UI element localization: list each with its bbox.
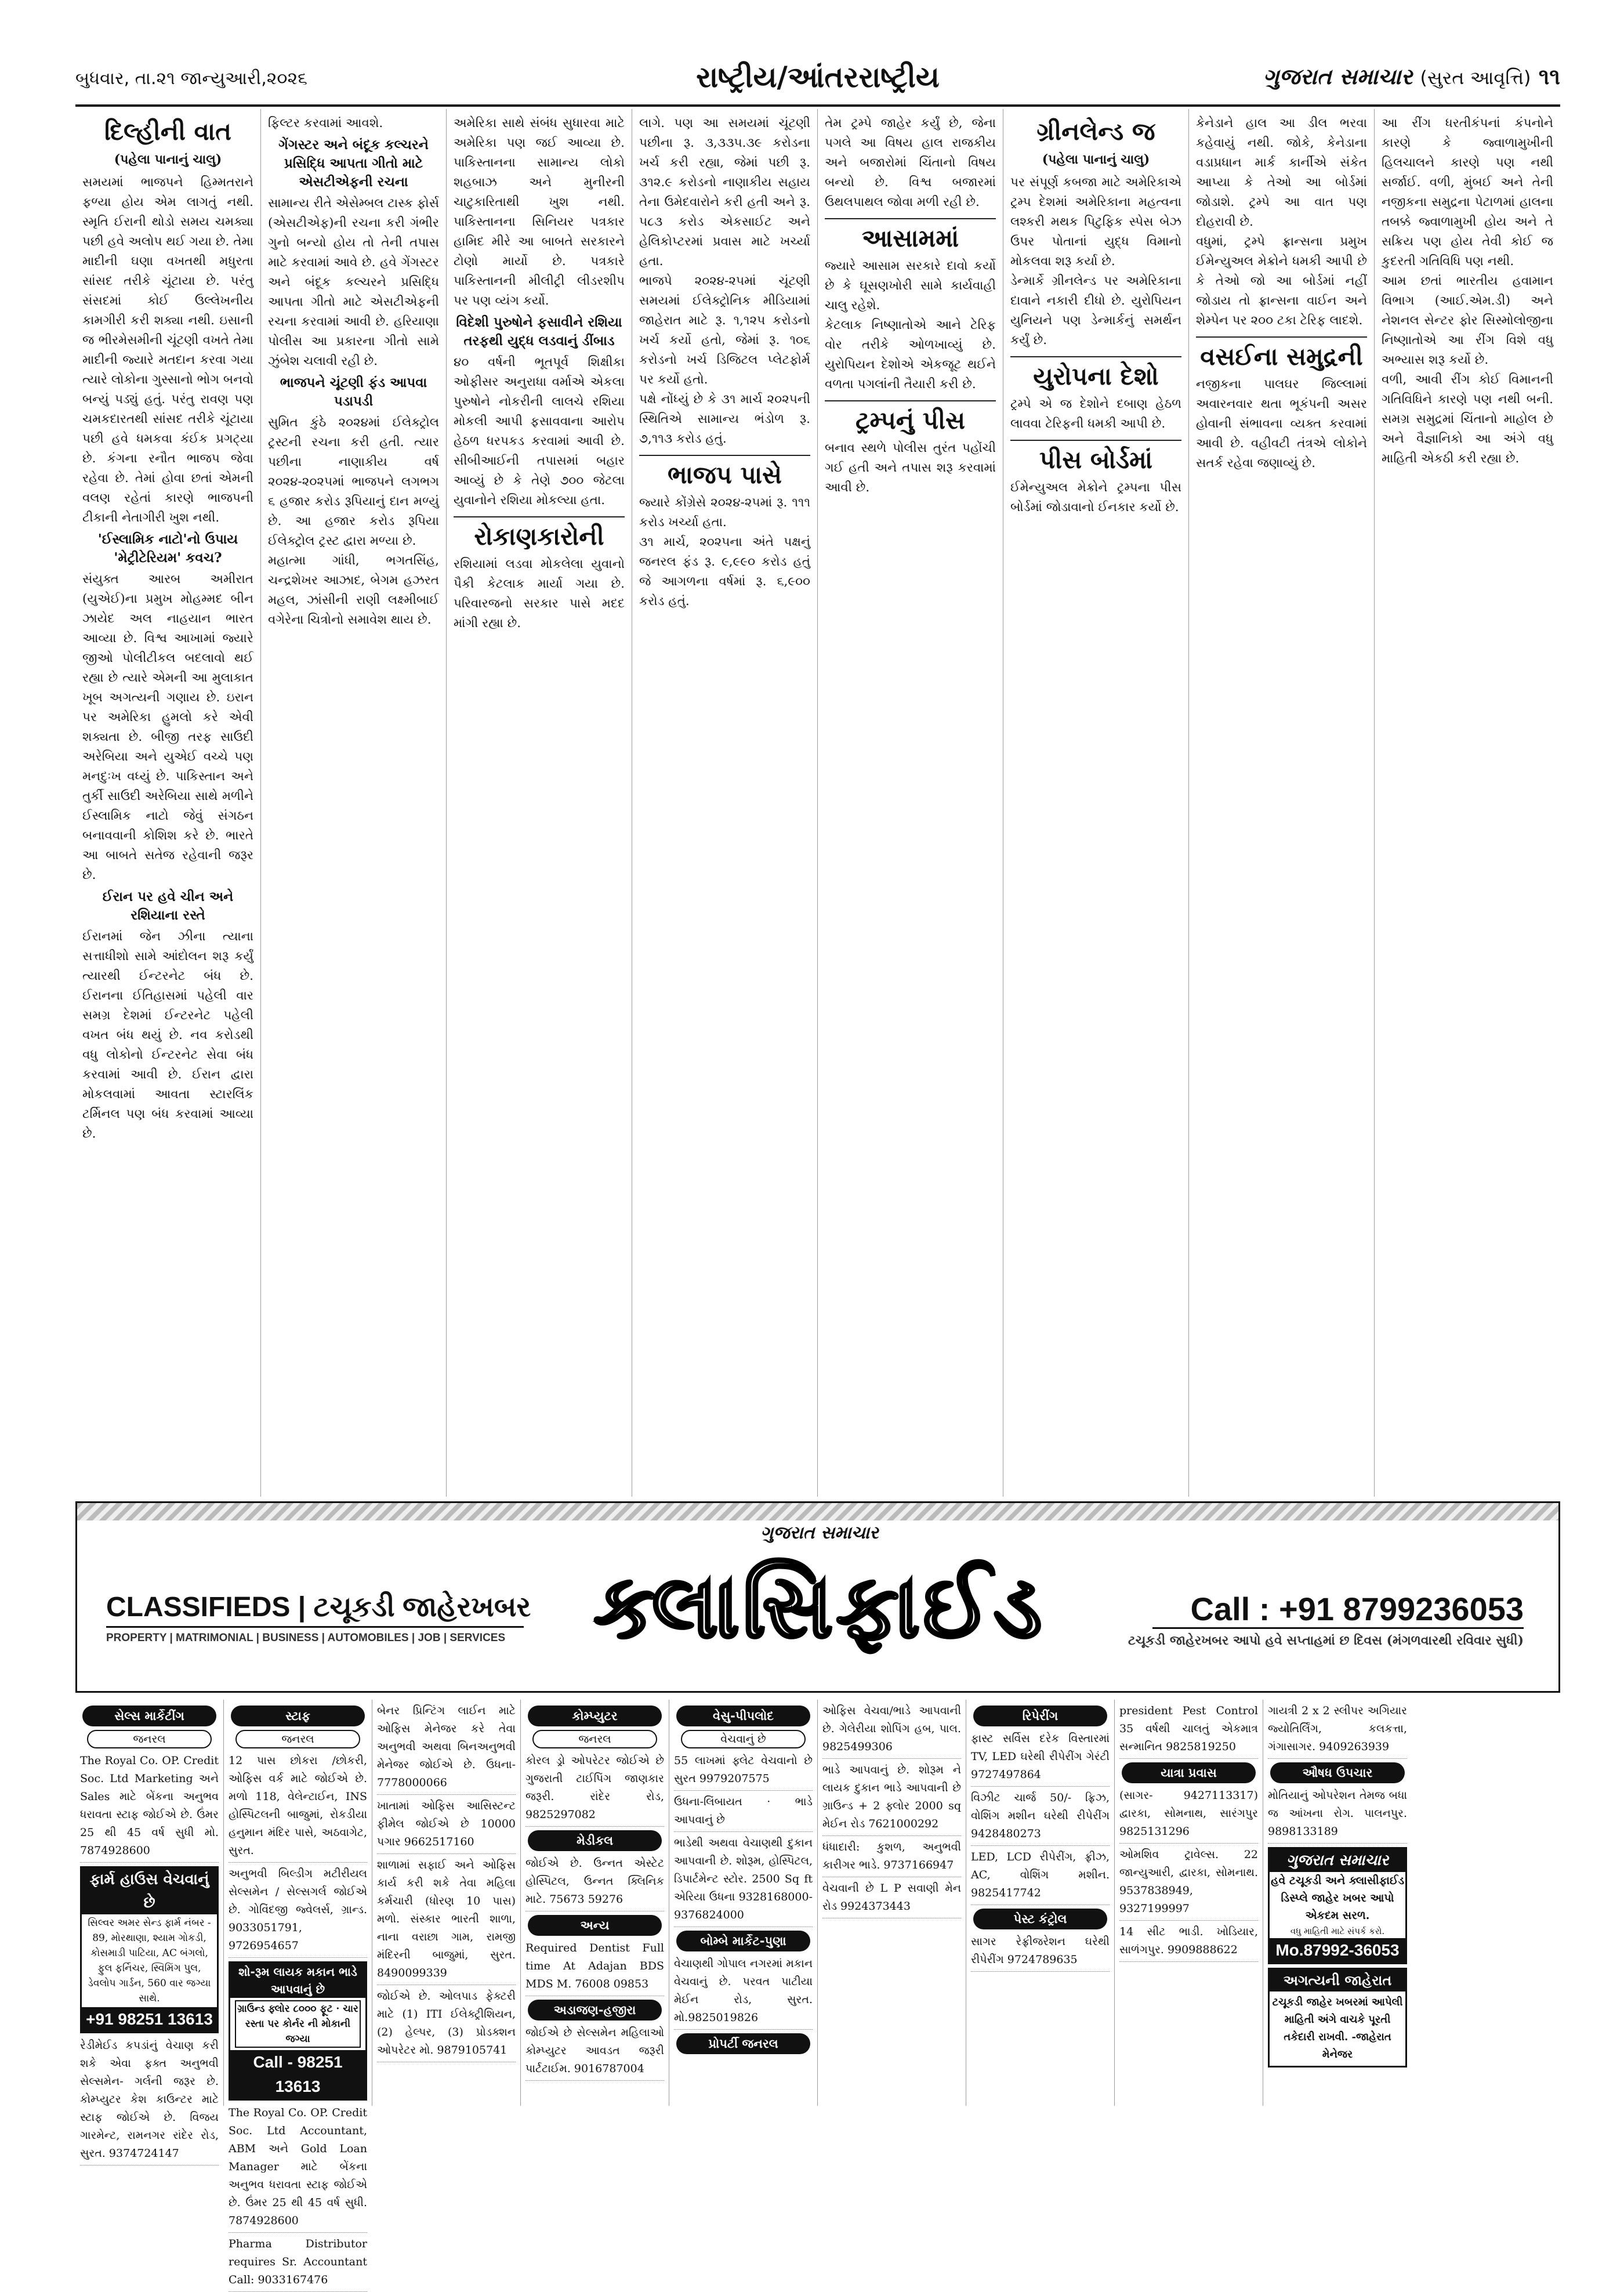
classified-ad: ભાડે આપવાનું છે. શોરૂમ ને લાયક દુકાન ભાડે આપવાની છે ગ્રાઉન્ડ + 2 ફ્લોર 2000 sq મેઈન રોડ 7621000292	[822, 1761, 961, 1836]
story-paragraph: પક્ષે નોંધ્યું છે કે ૩૧ માર્ચ ૨૦૨૫ની સ્થિતિએ સામાન્ય ભંડોળ રૂ. ૭,૧૧૩ કરોડ હતું.	[639, 392, 810, 446]
classified-ad: Required Dentist Full time At Adajan BDS MDS M. 76008 09853	[525, 1939, 664, 1996]
news-columns	[75, 109, 1560, 1497]
story-paragraph: ૪૦ વર્ષની ભૂતપૂર્વ શિક્ષીકા ઓફીસર અનુરાધા વર્માએ એકલા પુરુષોને નોકરીની લાલચે રશિયા મોકલી આપી ફસાવવાના આરોપ હેઠળ ધરપકડ કરવામાં આવી છે. સીબીઆઈની તપાસમાં બહાર આવ્યું છે કે તેણે ૭૦૦ જેટલા યુવાનોને રશિયા મોકલ્યા હતા.	[454, 355, 625, 508]
classified-ad: ફાસ્ટ સર્વિસ દરેક વિસ્તારમાં TV, LED ઘરેથી રીપેરીંગ ગેરંટી 9727497864	[971, 1730, 1110, 1787]
classified-ad: રેડીમેઈડ કપડાંનું વેચાણ કરી શકે એવા ફક્ત અનુભવી સેલ્સમેન- ગર્લની જરૂર છે. કોમ્પ્યુટર કેશ કાઉન્ટર માટે સ્ટાફ જોઈએ છે. વિજય ગારમેન્ટ, રામનગર રાંદેર રોડ, સુરત. 9374724147	[80, 2037, 219, 2166]
classified-ad: શાળામાં સફાઈ અને ઓફિસ કાર્ય કરી શકે તેવા મહિલા કર્મચારી (ધોરણ 10 પાસ) મળો. સંસ્કાર ભારતી શાળા, નાના વરાછા ગામ, રામજી મંદિરની બાજુમાં, સુરત. 8490099339	[377, 1856, 516, 1985]
banner-left-label: CLASSIFIEDS | ટચૂકડી જાહેરખબર	[106, 1592, 531, 1623]
classified-banner	[75, 1501, 1560, 1693]
story-paragraph: સમયમાં ભાજપને હિમ્મતરાને ફળ્યા હોય એમ લાગતું નથી. સ્મૃતિ ઈરાની થોડો સમય ચમક્યા પછી હવે અલોપ થઈ ગયા છે. તેમા માદીની ઘણા વખતથી મધુરતા સાંસદ તરીકે ચૂંટાયા છે. પરંતુ સંસદમાં કોઈ ઉલ્લેખનીય કામગીરી કરી શક્યા નથી. ઇસાની જ ભીરમેસમીની ચૂંટણી વખતે તેમા માદીની જ્યારે મતદાન કરવા ગયા ત્યારે લોકોના ગુસ્સાનો ભોગ બનવો બન્યું પડ્યું હતું. પરંતુ રાવણ પણ ચમકદારતથી સાંસદ તરીકે ચૂંટાયા પછી હવે ધમકવા કંઈક પ્રગટ્યા છે. કંગના રનૌત ભાજપ જેવા રહેવા છે. તેમાં હોવા છતાં એમની વલણ રહેતાં કારણે ભાજપની ટીકાની નેતાગીરી ખુશ નથી.	[82, 175, 253, 525]
story-paragraph: વધુમાં, ટ્રમ્પે ફ્રાન્સના પ્રમુખ ઈમેન્યુઅલ મેક્રોને ધમકી આપી છે કે તેઓ જો આ બોર્ડમાં નહીં જોડાય તો ફ્રાન્સના વાઈન અને શેમ્પેન પર ૨૦૦ ટકા ટેરિફ લાદશે.	[1196, 234, 1367, 328]
promo-text: હવે ટચૂકડી અને ક્લાસીફાઈડ ડિસ્પ્લે જાહેર ખબર આપો એકદમ સરળ.	[1270, 1874, 1405, 1922]
classified-column	[372, 1700, 521, 2106]
news-column	[1189, 109, 1375, 1497]
classified-column	[75, 1700, 224, 2160]
classified-ad: વિઝીટ ચાર્જ 50/- ફ્રિઝ, વોશિંગ મશીન ઘરેથી રીપેરીંગ 9428480273	[971, 1789, 1110, 1846]
story-headline: પીસ બોર્ડમાં	[1039, 446, 1153, 474]
story-headline: ગ્રીનલેન્ડ જ	[1036, 117, 1155, 146]
classified-ad: મોતિયાનું ઓપરેશન તેમજ બધા જ આંખના રોગ. પાલનપુર. 9898133189	[1268, 1787, 1407, 1844]
story-paragraph: ફિલ્ટર કરવામાં આવશે.	[268, 116, 383, 131]
story-subhead: 'ઈસ્લામિક નાટો'નો ઉપાય 'મેટ્રીટેરિયમ' કવચ?	[97, 531, 238, 566]
subcategory-label: વેચવાનું છે	[681, 1730, 806, 1748]
classified-ad: Pharma Distributor requires Sr. Accountant Call: 9033167476	[229, 2235, 367, 2292]
classified-ad: ધંધાદારી: કુશળ, અનુભવી કારીગર ભાડે. 9737166947	[822, 1838, 961, 1877]
classified-ad: વેચાણથી ગોપાલ નગરમાં મકાન વેચવાનું છે. પરવત પાટીયા મેઈન રોડ, સુરત. મો.9825019826	[674, 1955, 813, 2030]
story-paragraph: રશિયામાં લડવા મોકલેલા યુવાનો પૈકી કેટલાક માર્યા ગયા છે. પરિવારજનો સરકાર પાસે મદદ માંગી રહ્યા છે.	[454, 557, 625, 631]
story-paragraph: ટ્રમ્પે એ જ દેશોને દબાણ હેઠળ લાવવા ટેરિફની ધમકી આપી છે.	[1010, 397, 1181, 431]
paper-logo: ગુજરાત સમાચાર	[1263, 64, 1413, 89]
category-header: કોમ્પ્યુટર	[528, 1706, 662, 1726]
classified-ad: અનુભવી બિલ્ડીગ મટીરીયલ સેલ્સમેન / સેલ્સગર્લ જોઈએ છે. ગોવિંદજી જ્વેલર્સ, ગ્રાન્ડ. 9033051791, 9726954657	[229, 1865, 367, 1958]
issue-date: બુધવાર, તા.૨૧ જાન્યુઆરી,૨૦૨૬	[75, 68, 307, 89]
notice-box	[1268, 1968, 1407, 2067]
story-paragraph: સંયુક્ત આરબ અમીરાત (યુએઈ)ના પ્રમુખ મોહમ્મદ બીન ઝાયેદ અલ નાહયાન ભારત આવ્યા છે. વિશ્વ આખામાં જ્યારે જીઓ પોલીટીકલ બદલાવો થઈ રહ્યા છે ત્યારે એમની આ મુલાકાત ખૂબ અગત્યની ગણાય છે. ઇરાન પર અમેરિકા હુમલો કરે એવી શક્યતા છે. બીજી તરફ સાઉદી અરેબિયા અને યુએઈ વચ્ચે પણ મનદુઃખ વધ્યું છે. પાકિસ્તાન અને તુર્કી સાઉદી અરેબિયા સાથે મળીને ઈસ્લામિક નાટો જેવું સંગઠન બનાવવાની કોશિશ કરે છે. ભારતે આ બાબતે સતેજ રહેવાની જરૂર છે.	[82, 572, 253, 882]
classified-ad: (સાગર- 9427113317) દ્વારકા, સોમનાથ, સારંગપુર 9825131296	[1119, 1787, 1258, 1844]
story-subhead: વિદેશી પુરુષોને ફસાવીને રશિયા તરફથી યુદ્ધ લડવાનું ડીંબાડ	[456, 314, 622, 349]
story-paragraph: આમ છતાં ભારતીય હવામાન વિભાગ (આઈ.એમ.ડી) અને નેશનલ સેન્ટર ફોર સિસ્મોલોજીના નિષ્ણાતોએ આ રીંગ વિશે વધુ અભ્યાસ શરૂ કર્યો છે.	[1382, 274, 1553, 367]
display-ad-text: સિલ્વર અમર સેન્ડ ફાર્મ નંબર - 89, મોરથાણા, શ્યામ ગોકડી, કોસમાડી પાટિયા, AC બંગલો, ફુલ ફર્નિચર, સ્વિમિંગ પુલ, ડેવલોપ ગાર્ડન, 560 વાર જગ્યા સાથે.	[88, 1917, 211, 2004]
story-paragraph: વળી, આવી રીંગ કોઈ વિમાનની ગતિવિધિને કારણે પણ નથી બની. સમગ્ર સમુદ્રમાં ચિંતાનો માહોલ છે અને વૈજ્ઞાનિકો આ અંગે વધુ માહિતી એકઠી કરી રહ્યા છે.	[1382, 372, 1553, 466]
category-header: વેસુ-પીપલોદ	[676, 1706, 810, 1726]
classified-ad: કોરલ ડ્રો ઓપરેટર જોઈએ છે ગુજરાતી ટાઈપિંગ જાણકાર જરૂરી. રાંદેર રોડ, 9825297082	[525, 1752, 664, 1827]
story-headline: ટ્રમ્પનું પીસ	[855, 406, 965, 434]
category-header: અન્ય	[528, 1915, 662, 1936]
notice-heading: અગત્યની જાહેરાત	[1270, 1969, 1405, 1992]
story-paragraph: અમેરિકા સાથે સંબંધ સુધારવા માટે અમેરિકા પણ જઈ આવ્યા છે. પાકિસ્તાનના સામાન્ય લોકો શહબાઝ અને મુનીરની ચાટુકારિતાથી ખુશ નથી. પાકિસ્તાનના સિનિયર પત્રકાર હામિદ મીરે આ બાબતે સરકારને ટોણો માર્યો છે. પત્રકારે પાકિસ્તાનની મીલીટ્રી લીડરશીપ પર પણ વ્યંગ કર્યો.	[454, 116, 625, 308]
section-title: રાષ્ટ્રીય/આંતરરાષ્ટ્રીય	[696, 60, 940, 94]
story-paragraph: ડેન્માર્કે ગ્રીનલેન્ડ પર અમેરિકાના દાવાને નકારી દીધો છે. યુરોપિયન યુનિયને પણ ડેન્માર્કનું સમર્થન કર્યું છે.	[1010, 274, 1181, 347]
classified-ad: 12 પાસ છોકરા /છોકરી, ઓફિસ વર્ક માટે જોઈએ છે. મળો 118, વેલેન્ટાઈન, INS હોસ્પિટલની બાજુમાં, રોકડીયા હનુમાન મંદિર પાસે, અઠવાગેટ, સુરત.	[229, 1752, 367, 1863]
classified-ad: જોઈએ છે. ઓલપાડ ફેક્ટરી માટે (1) ITI ઈલેક્ટ્રીશિયન, (2) હેલ્પર, (3) પ્રોડક્શન ઓપરેટર મો. 9879105741	[377, 1987, 516, 2062]
story-separator	[1010, 440, 1181, 441]
story-paragraph: સુમિત કુંઠે ૨૦૨૪માં ઈલેક્ટ્રોલ ટ્રસ્ટની રચના કરી હતી. ત્યાર પછીના નાણાકીય વર્ષ ૨૦૨૪-૨૦૨૫માં ભાજપને લગભગ ૬ હજાર કરોડ રૂપિયાનું દાન મળ્યું છે. આ હજાર કરોડ રૂપિયા ઈલેક્ટ્રોલ ટ્રસ્ટ દ્વારા મળ્યા છે.	[268, 415, 439, 548]
story-headline: વસઈના સમુદ્રની	[1200, 342, 1363, 371]
news-column	[75, 109, 261, 1497]
story-subhead: ગેંગસ્ટર અને બંદૂક કલ્ચરને પ્રસિદ્ધિ આપતા ગીતો માટે એસટીએફની રચના	[278, 137, 429, 190]
display-ad-heading: શો-રૂમ લાયક મકાન ભાડે આપવાનું છે	[230, 1963, 365, 1998]
banner-title: ક્લાસિફાઈડ	[593, 1556, 1046, 1657]
header-rule	[75, 104, 1560, 107]
news-column	[261, 109, 447, 1497]
story-paragraph: જ્યારે કોંગ્રેસે ૨૦૨૪-૨૫માં રૂ. ૧૧૧ કરોડ ખર્ચ્યા હતા.	[639, 495, 810, 530]
classified-column	[224, 1700, 372, 2286]
classified-ad: The Royal Co. OP. Credit Soc. Ltd Accountant, ABM અને Gold Loan Manager માટે બેંકના અનુભવ ધરાવતા સ્ટાફ જોઈએ છે. ઉંમર 25 થી 45 વર્ષ સુધી. 7874928600	[229, 2104, 367, 2233]
banner-stripe	[77, 1503, 1558, 1520]
classified-ad: ઓમશિવ ટ્રાવેલ્સ. 22 જાન્યુઆરી, દ્વારકા, સોમનાથ. 9537838949, 9327199997	[1119, 1846, 1258, 1921]
story-separator	[454, 516, 625, 517]
story-paragraph: કેટલાક નિષ્ણાતોએ આને ટેરિફ વોર તરીકે ઓળખાવ્યું છે. યુરોપિયન દેશોએ એકજૂટ થઈને વળતા પગલાંની તૈયારી કરી છે.	[825, 318, 996, 392]
subcategory-label: જનરલ	[235, 1730, 360, 1748]
story-paragraph: પર સંપૂર્ણ કબજા માટે અમેરિકાએ ટ્રમ્પ દેશમાં અમેરિકાના મહત્વના લશ્કરી મથક પિટુફિક સ્પેસ બેઝ ઉપર પોતાનાં યુદ્ધ વિમાનો મોકલવા શરૂ કર્યા છે.	[1010, 175, 1181, 269]
story-subhead: ઈરાન પર હવે ચીન અને રશિયાના રસ્તે	[102, 889, 234, 923]
promo-subtext: વધુ માહિતી માટે સંપર્ક કરો.	[1290, 1926, 1385, 1936]
story-headline: દિલ્હીની વાત	[104, 117, 231, 146]
category-header: અડાજણ-હજીરા	[528, 2000, 662, 2021]
story-paragraph: ઈરાનમાં જેન ઝીના ત્યાના સત્તાધીશો સામે આંદોલન શરૂ કર્યું ત્યારથી ઈન્ટરનેટ બંધ છે. ઈરાનના ઈતિહાસમાં પહેલી વાર સમગ્ર દેશમાં ઈન્ટરનેટ પહેલી વખત બંધ થયું છે. નવ કરોડથી વધુ લોકોનો ઈન્ટરનેટ સેવા બંધ કરવામાં આવી છે. ઈરાન દ્વારા મોકલવામાં આવતા સ્ટારલિંક ટર્મિનલ પણ બંધ કરવામાં આવ્યા છે.	[82, 929, 253, 1141]
story-separator	[825, 400, 996, 401]
classified-column	[669, 1700, 818, 2106]
banner-right-rule	[1152, 1627, 1524, 1629]
notice-text: ટચૂકડી જાહેર ખબરમાં આપેલી માહિતી અંગે વાચકે પૂરતી તકેદારી રાખવી. -જાહેરાત મેનેજર	[1272, 1996, 1403, 2061]
category-header: રિપેરીંગ	[973, 1706, 1107, 1726]
classified-column	[818, 1700, 966, 2106]
story-separator	[639, 455, 810, 456]
classified-column	[966, 1700, 1115, 2106]
category-header: પેસ્ટ કંટ્રોલ	[973, 1909, 1107, 1929]
banner-call-sub: ટચૂકડી જાહેરખબર આપો હવે સપ્તાહમાં છ દિવસ (મંગળવારથી રવિવાર સુધી)	[1128, 1633, 1524, 1648]
display-ad-phone[interactable]: Call - 98251 13613	[230, 2050, 365, 2099]
news-column	[632, 109, 818, 1497]
story-paragraph: ભાજપે ૨૦૨૪-૨૫માં ચૂંટણી સમયમાં ઈલેક્ટ્રોનિક મીડિયામાં જાહેરાત માટે રૂ. ૧,૧૨૫ કરોડનો ખર્ચ કર્યો હતો, જેમાં રૂ. ૧૦૬ કરોડનો ખર્ચ ડિજિટલ પ્લેટફોર્મ પર કર્યો હતો.	[639, 274, 810, 387]
story-paragraph: લાગે. પણ આ સમયમાં ચૂંટણી પછીના રૂ. ૩,૩૩૫.૩૯ કરોડના ખર્ચ કરી રહ્યા, જેમાં પછી રૂ. ૩૧૨.૯ કરોડનો નાણાકીય સહાય તેના ઉમેદવારોને કરી હતી અને રૂ. ૫૮૩ કરોડ એકસાઈટ અને હેલિકોપ્ટરમાં પ્રવાસ માટે ખર્ચ્યા હતા.	[639, 116, 810, 269]
category-header: સ્ટાફ	[231, 1706, 365, 1726]
subcategory-label: જનરલ	[87, 1730, 212, 1748]
classified-ad: વેચવાની છે L P સવાણી મેન રોડ 9924373443	[822, 1880, 961, 1918]
classified-ad: ઉધના-લિંબાયત · ભાડે આપવાનું છે	[674, 1793, 813, 1832]
story-paragraph: જ્યારે આસામ સરકારે દાવો કર્યો છે કે ઘૂસણખોરી સામે કાર્યવાહી ચાલુ રહેશે.	[825, 259, 996, 313]
category-header: સેલ્સ માર્કેટીંગ	[82, 1706, 216, 1726]
story-paragraph: ૩૧ માર્ચ, ૨૦૨૫ના અંતે પક્ષનું જનરલ ફંડ રૂ. ૯,૯૯૦ કરોડ હતું જે આગળના વર્ષમાં રૂ. ૬,૯૦૦ કરોડ હતું.	[639, 535, 810, 609]
classified-ad: 55 લાખમાં ફ્લેટ વેચવાનો છે સુરત 9979207575	[674, 1752, 813, 1791]
classified-column	[1115, 1700, 1263, 2106]
story-subhead: ભાજપને ચૂંટણી ફંડ આપવા પડાપડી	[280, 375, 427, 409]
promo-box	[1268, 1847, 1407, 1964]
story-separator	[825, 218, 996, 219]
category-header: મેડીકલ	[528, 1830, 662, 1851]
story-headline: આસામમાં	[861, 224, 959, 252]
classified-ad: ભાડેથી અથવા વેચાણથી દુકાન આપવાની છે. શોરૂમ, હોસ્પિટલ, ડિપાર્ટમેન્ટ સ્ટોર. 2500 Sq ft એરિયા ઉધના 9328168000- 9376824000	[674, 1834, 813, 1927]
promo-logo: ગુજરાત સમાચાર	[1270, 1849, 1405, 1872]
display-ad-phone[interactable]: +91 98251 13613	[82, 2007, 217, 2032]
story-headline: યુરોપના દેશો	[1033, 362, 1159, 390]
classified-ad: બેનર પ્રિન્ટિંગ લાઈન માટે ઓફિસ મેનેજર કરે તેવા અનુભવી અથવા બિનઅનુભવી મેનેજર જોઈએ છે. ઉધના- 7778000066	[377, 1702, 516, 1795]
story-paragraph: નજીકના પાલઘર જિલ્લામાં અવારનવાર થતા ભૂકંપની અસર હોવાની સંભાવના વ્યક્ત કરવામાં આવી છે. વહીવટી તંત્રએ લોકોને સતર્ક રહેવા જણાવ્યું છે.	[1196, 377, 1367, 470]
classified-ad: ખાતામાં ઓફિસ આસિસ્ટન્ટ ફીમેલ જોઈએ છે 10000 પગાર 9662517160	[377, 1797, 516, 1854]
category-header: પ્રોપર્ટી જનરલ	[676, 2033, 810, 2054]
news-column	[447, 109, 632, 1497]
classified-ad: 14 સીટ ભાડી. ખોડિયાર, સાળંગપુર. 9909888622	[1119, 1923, 1258, 1962]
banner-call[interactable]: Call : +91 8799236053	[1190, 1591, 1524, 1627]
classified-ad: ઓફિસ વેચવા/ભાડે આપવાની છે. ગેલેરીયા શોપિંગ હબ, પાલ. 9825499306	[822, 1702, 961, 1759]
edition-label: (સુરત આવૃત્તિ)	[1420, 67, 1531, 89]
display-ad	[80, 1866, 219, 2033]
classified-ad: The Royal Co. OP. Credit Soc. Ltd Marketing અને Sales માટે બેંકના અનુભવ ધરાવતા સ્ટાફ જોઈએ છે. ઉંમર 25 થી 45 વર્ષ સુધી મો. 7874928600	[80, 1752, 219, 1863]
category-header: ઔષધ ઉપચાર	[1270, 1762, 1405, 1783]
classified-ad: જોઈએ છે. ઉન્નત એસ્ટેટ હોસ્પિટલ, ઉન્નત ક્લિનિક માટે. 75673 59276	[525, 1855, 664, 1911]
story-separator	[1196, 336, 1367, 338]
classified-ad: president Pest Control 35 વર્ષથી ચાલતું એકમાત્ર સન્માનિત 9825819250	[1119, 1702, 1258, 1759]
story-paragraph: ઈમેન્યુઅલ મેક્રોને ટ્રમ્પના પીસ બોર્ડમાં જોડાવાનો ઈનકાર કર્યો છે.	[1010, 480, 1181, 515]
banner-left-rule	[106, 1626, 524, 1628]
classified-ad: ગાયત્રી 2 x 2 સ્લીપર અગિયાર જ્યોતિર્લિંગ, કલકત્તા, ગંગાસાગર. 9409263939	[1268, 1702, 1407, 1759]
story-paragraph: આ રીંગ ધરતીકંપનાં કંપનોને કારણે કે જ્વાળામુખીની હિલચાલને કારણે પણ નથી સર્જાઈ. વળી, મુંબઈ અને તેની નજીકના સમુદ્રના પેટાળમાં હાલના તબક્કે જ્વાળામુખી હોય અને તે સક્રિય પણ હોય તેવી કોઈ જ કુદરતી ગતિવિધિ પણ નથી.	[1382, 116, 1553, 269]
banner-paper-logo: ગુજરાત સમાચાર	[760, 1523, 879, 1543]
display-ad-heading: ફાર્મ હાઉસ વેચવાનું છે	[82, 1868, 217, 1914]
display-ad	[229, 1961, 367, 2101]
story-paragraph: સામાન્ય રીતે એસેમ્બલ ટાસ્ક ફોર્સ (એસટીએફ)ની રચના કરી ગંભીર ગુનો બન્યો હોય તો તેની તપાસ માટે કરવામાં આવે છે. હવે ગેંગસ્ટર અને બંદૂક કલ્ચરને પ્રસિદ્ધિ આપતા ગીતો માટે એસટીએફની રચના કરવામાં આવી છે. હરિયાણા પોલીસ આ પ્રકારના ગીતો સામે ઝુંબેશ ચલાવી રહી છે.	[268, 196, 439, 368]
classifieds-grid	[75, 1700, 1560, 2286]
category-header: યાત્રા પ્રવાસ	[1122, 1762, 1256, 1783]
classified-column	[1263, 1700, 1412, 2106]
story-paragraph: મહાત્મા ગાંધી, ભગતસિંહ, ચન્દ્રશેખર આઝાદ, બેગમ હઝરત મહલ, ઝાંસીની રાણી લક્ષ્મીબાઈ વગેરેના ચિત્રોનો સમાવેશ થાય છે.	[268, 553, 439, 627]
story-headline: રોકાણકારોની	[474, 522, 604, 551]
continued-label: (પહેલા પાનાનું ચાલુ)	[1042, 152, 1150, 167]
category-header: બોમ્બે માર્કેટ-પુણા	[676, 1931, 810, 1951]
story-paragraph: બનાવ સ્થળે પોલીસ તુરંત પહોંચી ગઈ હતી અને તપાસ શરૂ કરવામાં આવી છે.	[825, 441, 996, 495]
paper-edition	[1263, 64, 1560, 90]
promo-mobile[interactable]: Mo.87992-36053	[1270, 1938, 1405, 1962]
story-headline: ભાજપ પાસે	[667, 461, 782, 489]
story-paragraph: કેનેડાને હાલ આ ડીલ ભરવા કહેવાયું નથી. જોકે, કેનેડાના વડાપ્રધાન માર્ક કાર્નીએ સંકેત આપ્યા કે તેઓ આ બોર્ડમાં જોડાશે. ટ્રમ્પે આ વાત પણ દોહરાવી છે.	[1196, 116, 1367, 229]
classified-column	[521, 1700, 669, 2106]
display-ad-text: ગ્રાઉન્ડ ફ્લોર ૮૦૦૦ ફૂટ · ચાર રસ્તા પર કોર્નર ની મોકાની જગ્યા	[235, 2000, 361, 2048]
banner-left-sub: PROPERTY | MATRIMONIAL | BUSINESS | AUTOMOBILES | JOB | SERVICES	[106, 1632, 506, 1644]
classified-ad: LED, LCD રીપેરીંગ, ફ્રીઝ, AC, વોશિંગ મશીન. 9825417742	[971, 1848, 1110, 1905]
classified-ad: સાગર રેફ્રીજરેશન ઘરેથી રીપેરીંગ 9724789635	[971, 1933, 1110, 1972]
subcategory-label: જનરલ	[532, 1730, 657, 1748]
page-number: ૧૧	[1538, 64, 1560, 89]
news-column	[1003, 109, 1189, 1497]
news-column	[1375, 109, 1560, 1497]
continued-label: (પહેલા પાનાનું ચાલુ)	[114, 152, 222, 167]
classified-ad: જોઈએ છે સેલ્સમેન મહિલાઓ કોમ્પ્યુટર આવડત જરૂરી પાર્ટટાઈમ. 9016787004	[525, 2024, 664, 2081]
masthead	[75, 58, 1560, 101]
story-paragraph: તેમ ટ્રમ્પે જાહેર કર્યું છે, જેના પગલે આ વિષય હાલ રાજકીય અને બજારોમાં ચિંતાનો વિષય બન્યો છે. વિશ્વ બજારમાં ઉથલપાથલ જોવા મળી રહી છે.	[825, 116, 996, 209]
news-column	[818, 109, 1003, 1497]
story-separator	[1010, 356, 1181, 357]
